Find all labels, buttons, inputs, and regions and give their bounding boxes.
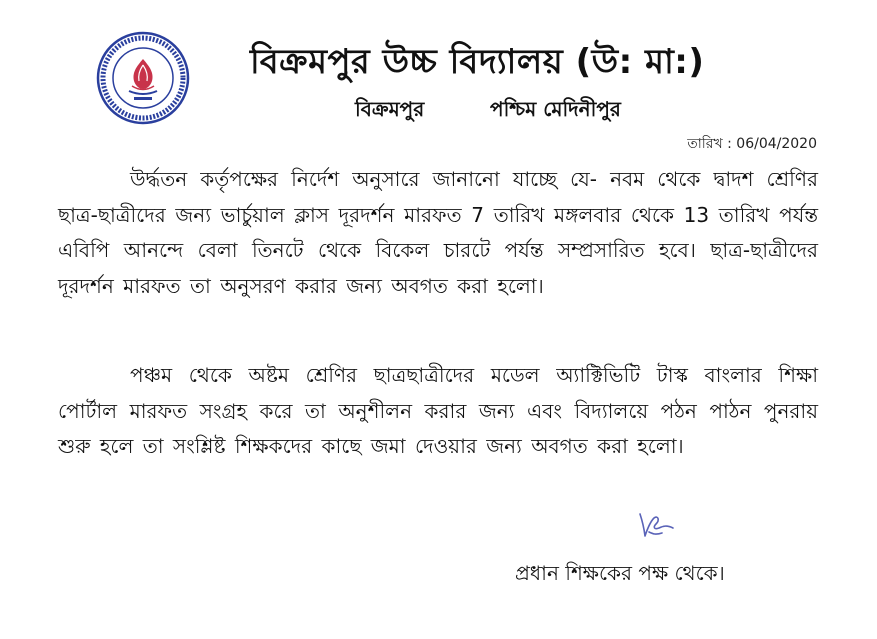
school-title: বিক্রমপুর উচ্চ বিদ্যালয় (উ: মা:) bbox=[250, 42, 705, 82]
notice-paragraph-1: উর্দ্ধতন কর্তৃপক্ষের নির্দেশ অনুসারে জানানো যাচ্ছে যে- নবম থেকে দ্বাদশ শ্রেণির ছাত্র-ছাত্রীদের জন্য ভার্চুয়াল ক্লাস দূরদর্শন মারফত 7 তারিখ মঙ্গলবার থেকে 13 তারিখ পর্যন্ত এবিপি আনন্দে বেলা তিনটে থেকে বিকেল চারটে পর্যন্ত সম্প্রসারিত হবে। ছাত্র-ছাত্রীদের দূরদর্শন মারফত তা অনুসরণ করার জন্য অবগত করা হলো। bbox=[58, 167, 818, 299]
notice-paragraph-2: পঞ্চম থেকে অষ্টম শ্রেণির ছাত্রছাত্রীদের মডেল অ্যাক্টিভিটি টাস্ক বাংলার শিক্ষা পোর্টাল মারফত সংগ্রহ করে তা অনুশীলন করার জন্য এবং বিদ্যালয়ে পঠন পাঠন পুনরায় শুরু হলে তা সংশ্লিষ্ট শিক্ষকদের কাছে জমা দেওয়ার জন্য অবগত করা হলো। bbox=[58, 363, 818, 459]
location-village: বিক্রমপুর bbox=[355, 97, 425, 121]
date-value: : 06/04/2020 bbox=[727, 136, 817, 152]
signature-icon bbox=[632, 506, 680, 542]
location-district: পশ্চিম মেদিনীপুর bbox=[490, 97, 621, 121]
closing-line: প্রধান শিক্ষকের পক্ষ থেকে। bbox=[515, 561, 725, 585]
school-seal-icon bbox=[96, 31, 190, 125]
date-label: তারিখ bbox=[687, 136, 723, 152]
date-line bbox=[687, 132, 817, 156]
